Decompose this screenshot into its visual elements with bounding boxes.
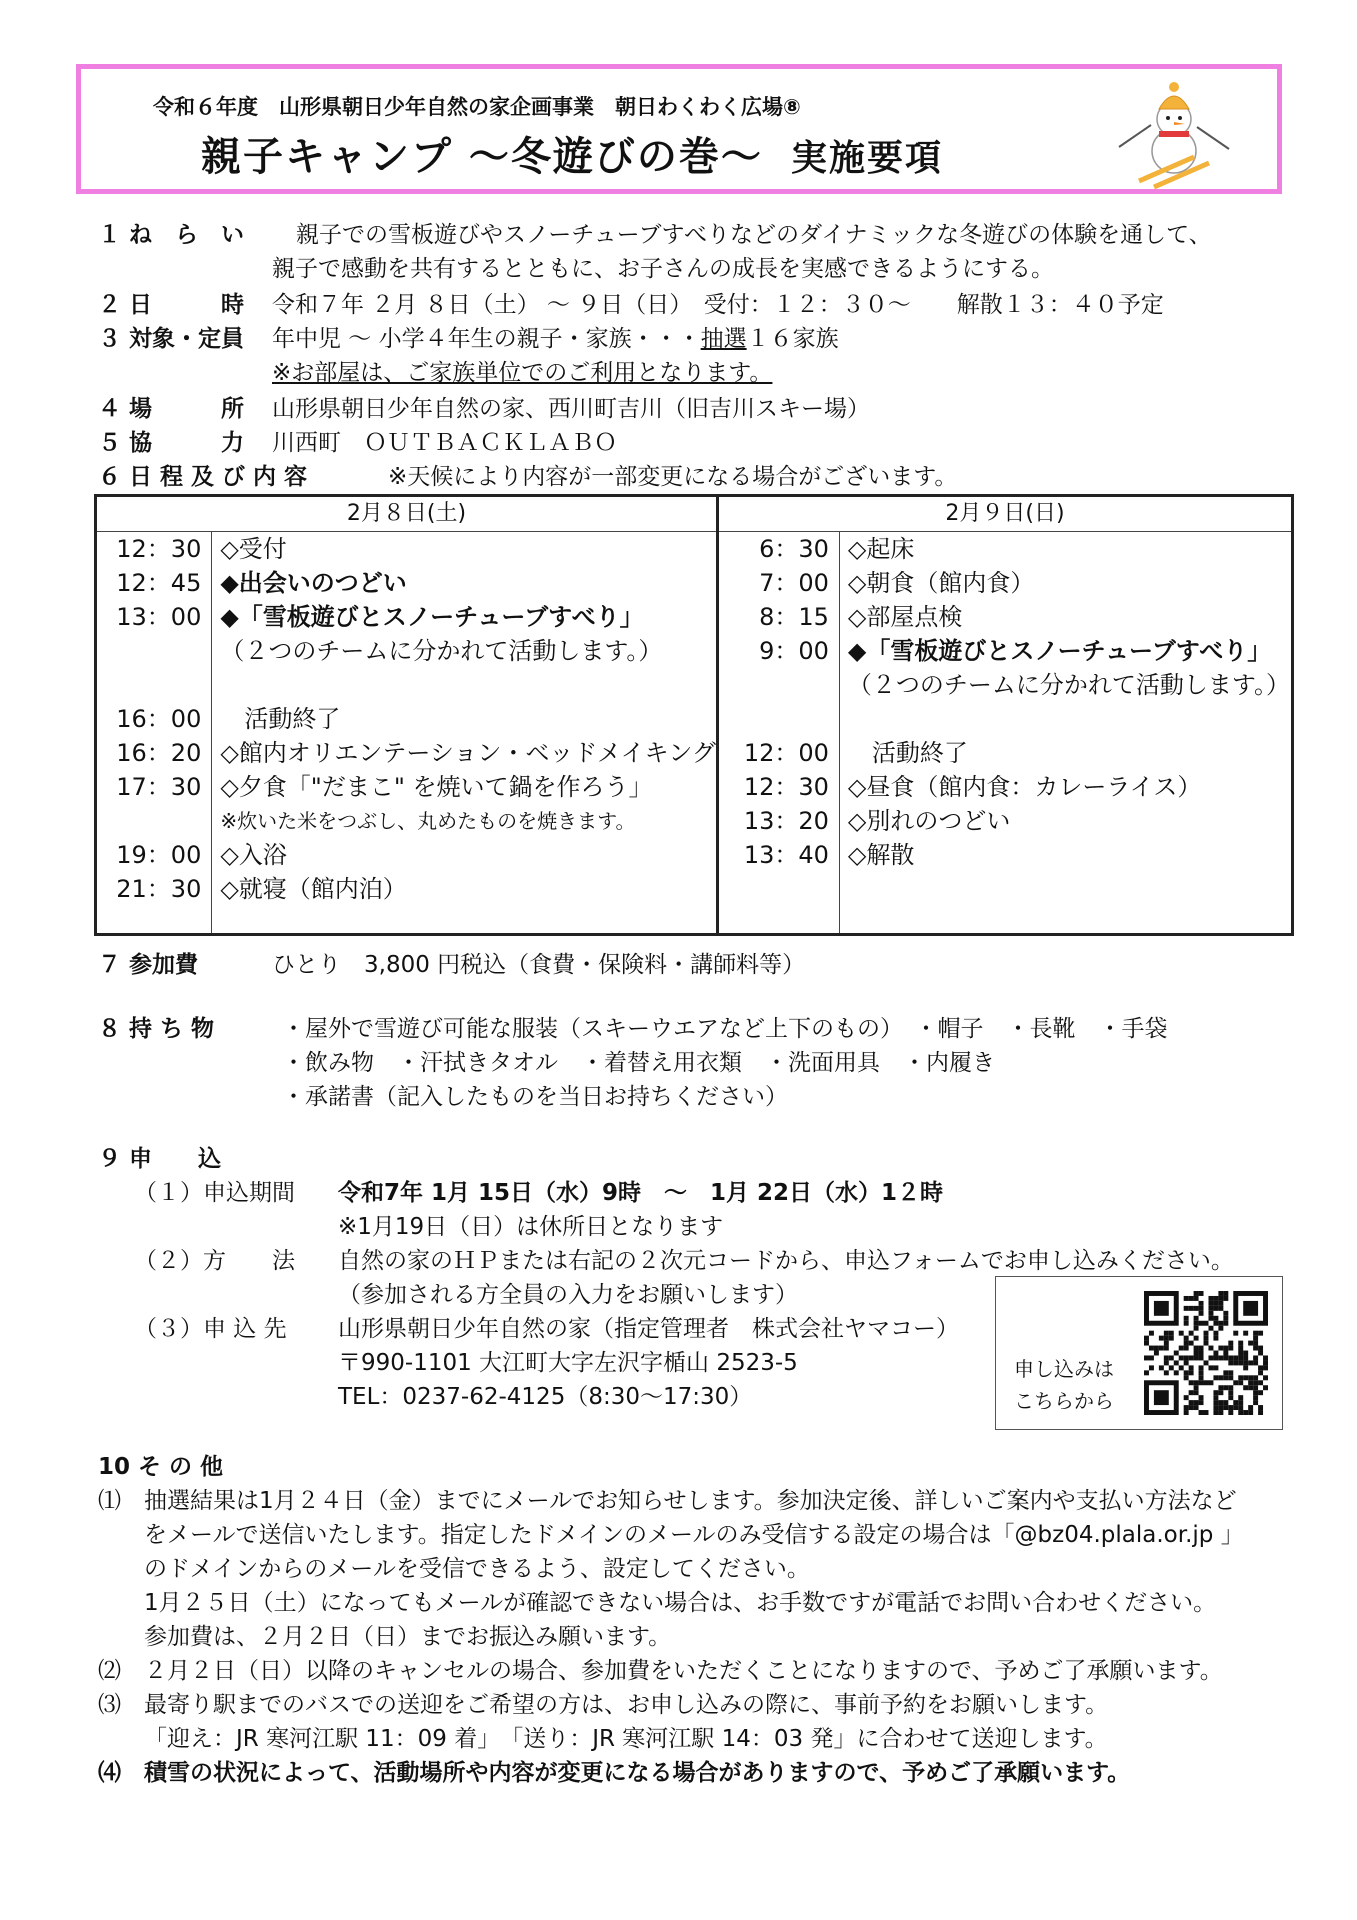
day1-time	[97, 634, 201, 668]
day1-header: 2月８日(土)	[96, 496, 718, 532]
schedule-table	[94, 494, 1294, 936]
schedule-note: ※天候により内容が一部変更になる場合がございます。	[388, 464, 958, 490]
day1-time: 19：00	[116, 841, 202, 869]
day2-activity: ◇朝食（館内食）	[847, 569, 1035, 597]
day2-time: 12：30	[743, 773, 829, 801]
day1-activity: ◇館内オリエンテーション・ベッドメイキング	[220, 739, 716, 767]
day2-time: 13：40	[743, 841, 829, 869]
day1-activity: ◆「雪板遊びとスノーチューブすべり」	[220, 603, 644, 631]
apply-label: ９ 申 込	[98, 1146, 222, 1172]
other-p4-line1: 積雪の状況によって、活動場所や内容が変更になる場合がありますので、予めご了承願います。	[144, 1760, 1131, 1786]
target-value	[272, 320, 839, 353]
day1-activity: （２つのチームに分かれて活動します。）	[220, 637, 663, 665]
day2-times	[717, 532, 839, 935]
title-text: 親子キャンプ ～冬遊びの巻～	[201, 134, 763, 180]
method-value: 自然の家のＨＰまたは右記の２次元コードから、申込フォームでお申し込みください。	[338, 1248, 1234, 1274]
other-p2-num: ⑵	[98, 1658, 121, 1684]
method-label: （２）方 法	[134, 1248, 295, 1274]
day2-activity: ◆「雪板遊びとスノーチューブすべり」	[847, 637, 1272, 665]
period-label: （１）申込期間	[134, 1180, 295, 1206]
day2-activity	[848, 872, 1291, 906]
day2-time: 9：00	[759, 637, 829, 665]
day2-time: 8：15	[759, 603, 829, 631]
target-value-post: １６家族	[746, 326, 839, 352]
day1-activity: ◇夕食「"だまこ" を焼いて鍋を作ろう」	[220, 773, 653, 801]
destination-line1: 山形県朝日少年自然の家（指定管理者 株式会社ヤマコー）	[338, 1316, 959, 1342]
day2-activity: ◇別れのつどい	[847, 807, 1011, 835]
destination-address: 〒990-1101 大江町大字左沢字楯山 2523-5	[338, 1350, 798, 1376]
day1-activity: ※炊いた米をつぶし、丸めたものを焼きます。	[220, 809, 636, 833]
day1-time: 12：30	[116, 535, 202, 563]
day1-time: 16：00	[116, 705, 202, 733]
day1-time: 21：30	[116, 875, 202, 903]
day2-activity: ◇昼食（館内食：カレーライス）	[847, 773, 1202, 801]
day2-activities	[839, 532, 1292, 935]
day2-time: 7：00	[759, 569, 829, 597]
day2-time: 12：00	[743, 739, 829, 767]
day2-activity: ◇起床	[847, 535, 915, 563]
day1-activity: 活動終了	[220, 705, 341, 733]
day1-activity	[220, 668, 716, 702]
day1-time	[97, 668, 201, 702]
day1-time	[97, 804, 201, 838]
qr-code-box	[995, 1276, 1283, 1430]
coop-label: ５ 協 力	[98, 430, 245, 456]
day2-activity: ◇部屋点検	[847, 603, 963, 631]
belongings-line3: ・承諾書（記入したものを当日お持ちください）	[282, 1084, 788, 1110]
other-p3-num: ⑶	[98, 1692, 121, 1718]
qr-caption-line2: こちらから	[1014, 1389, 1114, 1413]
day2-activity: 活動終了	[847, 739, 968, 767]
place-value: 山形県朝日少年自然の家、西川町吉川（旧吉川スキー場）	[272, 396, 870, 422]
other-p1-line2: をメールで送信いたします。指定したドメインのメールのみ受信する設定の場合は「@bz04.plala.or.jp 」	[144, 1522, 1244, 1548]
qr-code-icon[interactable]	[1144, 1291, 1268, 1415]
other-p3-line1: 最寄り駅までのバスでの送迎をご希望の方は、お申し込みの際に、事前予約をお願いします。	[144, 1692, 1109, 1718]
other-p4-num: ⑷	[98, 1760, 121, 1786]
belongings-label: ８ 持 ち 物	[98, 1016, 215, 1042]
day1-activities	[212, 532, 718, 935]
day1-activity: ◇就寝（館内泊）	[220, 875, 407, 903]
page-title	[201, 125, 943, 182]
other-p1-line5: 参加費は、２月２日（日）までお振込み願います。	[144, 1624, 672, 1650]
day2-time	[719, 702, 829, 736]
day1-time: 16：20	[116, 739, 202, 767]
other-p1-line4: 1月２５日（土）になってもメールが確認できない場合は、お手数ですが電話でお問い合わせください。	[144, 1590, 1217, 1616]
aim-text-line1: 親子での雪板遊びやスノーチューブすべりなどのダイナミックな冬遊びの体験を通して、	[296, 222, 1212, 248]
day1-time: 12：45	[116, 569, 202, 597]
qr-caption-line1: 申し込みは	[1014, 1357, 1114, 1381]
target-value-pre: 年中児 ～ 小学４年生の親子・家族・・・	[272, 326, 701, 352]
date-label: ２ 日 時	[98, 292, 245, 318]
other-p1-line1: 抽選結果は1月２４日（金）までにメールでお知らせします。参加決定後、詳しいご案内や支払い方法など	[144, 1488, 1237, 1514]
period-note: ※1月19日（日）は休所日となります	[338, 1214, 724, 1240]
day1-times	[96, 532, 212, 935]
target-value-lottery: 抽選	[700, 326, 747, 352]
day1-activity: ◆出会いのつどい	[220, 569, 407, 597]
aim-text-line2: 親子で感動を共有するとともに、お子さんの成長を実感できるようにする。	[272, 256, 1054, 282]
coop-value: 川西町 ＯＵＴＢＡＣＫＬＡＢＯ	[272, 430, 617, 456]
qr-caption	[1014, 1353, 1114, 1417]
fee-label: ７ 参加費	[98, 952, 199, 978]
place-label: ４ 場 所	[98, 396, 245, 422]
schedule-label: ６ 日 程 及 び 内 容	[98, 464, 308, 490]
other-p1-num: ⑴	[98, 1488, 121, 1514]
day1-time: 13：00	[116, 603, 202, 631]
target-label: ３ 対象・定員	[98, 326, 245, 352]
other-p1-line3: のドメインからのメールを受信できるよう、設定してください。	[144, 1556, 810, 1582]
title-banner	[76, 64, 1282, 194]
day2-activity	[848, 702, 1291, 736]
day2-time	[719, 668, 829, 702]
date-value: 令和７年 ２月 ８日（土） ～ ９日（日） 受付：１２：３０～ 解散１３：４０予定	[272, 292, 1164, 318]
other-p3-line2: 「迎え：JR 寒河江駅 11：09 着」 「送り：JR 寒河江駅 14：03 発」に合わせて送迎します。	[144, 1726, 1108, 1752]
title-suffix: 実施要項	[790, 138, 943, 179]
destination-label: （３）申 込 先	[134, 1316, 287, 1342]
day2-time: 6：30	[759, 535, 829, 563]
event-subtitle: 令和６年度 山形県朝日少年自然の家企画事業 朝日わくわく広場⑧	[153, 95, 801, 119]
method-note: （参加される方全員の入力をお願いします）	[338, 1282, 798, 1308]
belongings-line1: ・屋外で雪遊び可能な服装（スキーウエアなど上下のもの） ・帽子 ・長靴 ・手袋	[282, 1016, 1168, 1042]
day2-header: 2月９日(日)	[717, 496, 1292, 532]
day2-time: 13：20	[743, 807, 829, 835]
other-label: 10 そ の 他	[98, 1454, 224, 1480]
day2-activity: ◇解散	[847, 841, 915, 869]
day1-time: 17：30	[116, 773, 202, 801]
day2-time	[719, 872, 829, 906]
aim-label: １ ね ら い	[98, 222, 245, 248]
belongings-line2: ・飲み物 ・汗拭きタオル ・着替え用衣類 ・洗面用具 ・内履き	[282, 1050, 995, 1076]
destination-phone: TEL：0237-62-4125（8:30～17:30）	[338, 1384, 753, 1410]
fee-value: ひとり 3,800 円税込（食費・保険料・講師料等）	[272, 952, 806, 978]
day1-activity: ◇受付	[220, 535, 287, 563]
other-p2-line1: ２月２日（日）以降のキャンセルの場合、参加費をいただくことになりますので、予めご了承願います。	[144, 1658, 1223, 1684]
day1-activity: ◇入浴	[220, 841, 287, 869]
period-value: 令和7年 1月 15日（水）9時 ～ 1月 22日（水）1２時	[338, 1180, 944, 1206]
day2-activity: （２つのチームに分かれて活動します。）	[847, 671, 1291, 699]
snowman-skier-illustration	[1099, 77, 1249, 189]
target-note: ※お部屋は、ご家族単位でのご利用となります。	[272, 360, 773, 386]
